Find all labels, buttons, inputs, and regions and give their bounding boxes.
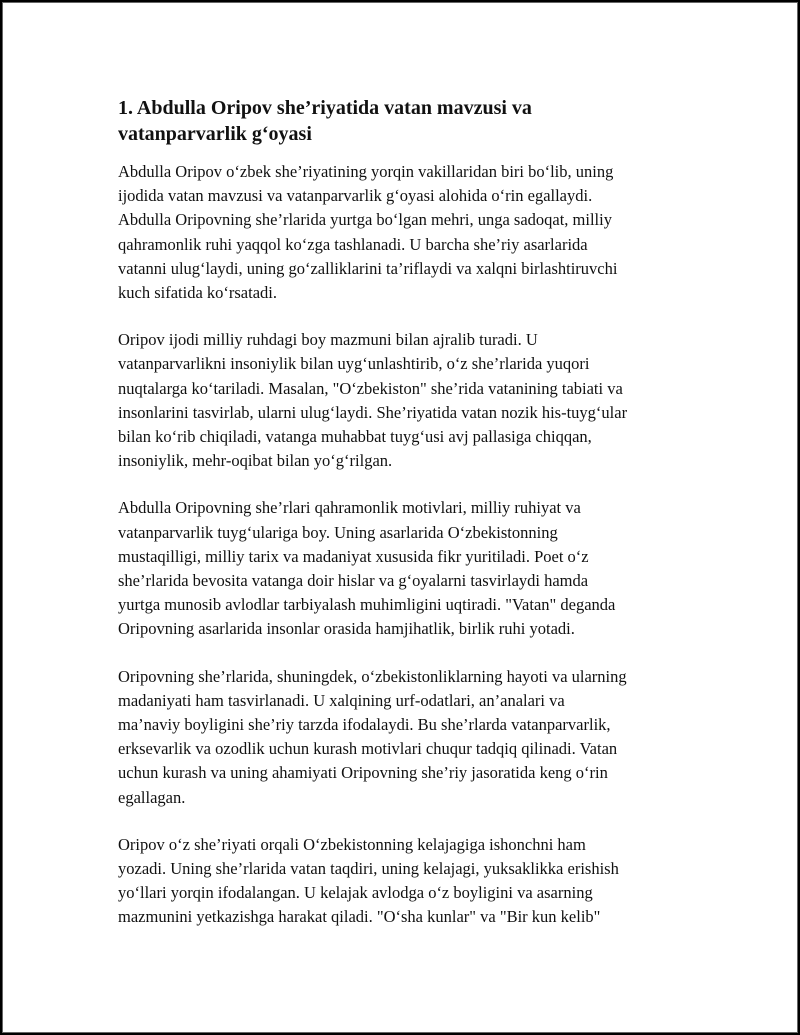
text-line: nuqtalarga ko‘tariladi. Masalan, "O‘zbekiston" she’rida vatanining tabiati va	[118, 378, 623, 398]
text-line: vatanparvarlik tuyg‘ulariga boy. Uning asarlarida O‘zbekistonning	[118, 522, 558, 542]
paragraph-4	[118, 665, 688, 810]
text-line: Abdulla Oripovning she’rlari qahramonlik motivlari, milliy ruhiyat va	[118, 498, 581, 518]
text-line: mustaqilligi, milliy tarix va madaniyat xususida fikr yuritiladi. Poet o‘z	[118, 546, 589, 566]
text-line: egallagan.	[118, 787, 186, 807]
text-line: yurtga munosib avlodlar tarbiyalash muhimligini uqtiradi. "Vatan" deganda	[118, 595, 616, 615]
paragraph-2	[118, 328, 688, 473]
text-line: vatanni ulug‘laydi, uning go‘zalliklarini ta’riflaydi va xalqni birlashtiruvchi	[118, 258, 618, 278]
text-line: insoniylik, mehr-oqibat bilan yo‘g‘rilgan.	[118, 451, 393, 471]
text-line: madaniyati ham tasvirlanadi. U xalqining urf-odatlari, an’analari va	[118, 690, 565, 710]
text-line: ma’naviy boyligini she’riy tarzda ifodalaydi. Bu she’rlarda vatanparvarlik,	[118, 715, 611, 735]
text-line: erksevarlik va ozodlik uchun kurash motivlari chuqur tadqiq qilinadi. Vatan	[118, 739, 618, 759]
text-line: yozadi. Uning she’rlarida vatan taqdiri, uning kelajagi, yuksaklikka erishish	[118, 859, 619, 879]
paragraph-1	[118, 160, 688, 305]
section-heading	[118, 95, 688, 147]
text-line: she’rlarida bevosita vatanga doir hislar va g‘oyalarni tasvirlaydi hamda	[118, 571, 589, 591]
text-line: uchun kurash va uning ahamiyati Oripovning she’riy jasoratida keng o‘rin	[118, 763, 608, 783]
document-body	[118, 95, 688, 953]
paragraph-3	[118, 496, 688, 641]
text-line: bilan ko‘rib chiqiladi, vatanga muhabbat tuyg‘usi avj pallasiga chiqqan,	[118, 427, 592, 447]
text-line: Oripovning asarlarida insonlar orasida hamjihatlik, birlik ruhi yotadi.	[118, 619, 575, 639]
text-line: ijodida vatan mavzusi va vatanparvarlik g‘oyasi alohida o‘rin egallaydi.	[118, 186, 593, 206]
text-line: Oripov ijodi milliy ruhdagi boy mazmuni bilan ajralib turadi. U	[118, 330, 538, 350]
text-line: kuch sifatida ko‘rsatadi.	[118, 283, 277, 303]
text-line: insonlarini tasvirlab, ularni ulug‘laydi. She’riyatida vatan nozik his-tuyg‘ular	[118, 402, 628, 422]
paragraph-5	[118, 833, 688, 930]
text-line: Abdulla Oripovning she’rlarida yurtga bo‘lgan mehri, unga sadoqat, milliy	[118, 210, 612, 230]
text-line: mazmunini yetkazishga harakat qiladi. "O‘sha kunlar" va "Bir kun kelib"	[118, 907, 601, 927]
heading-line: vatanparvarlik g‘oyasi	[118, 123, 312, 145]
text-line: Oripovning she’rlarida, shuningdek, o‘zbekistonliklarning hayoti va ularning	[118, 666, 627, 686]
text-line: yo‘llari yorqin ifodalangan. U kelajak avlodga o‘z boyligini va asarning	[118, 883, 593, 903]
text-line: Abdulla Oripov o‘zbek she’riyatining yorqin vakillaridan biri bo‘lib, uning	[118, 162, 614, 181]
text-line: Oripov o‘z she’riyati orqali O‘zbekistonning kelajagiga ishonchni ham	[118, 834, 586, 854]
heading-line: 1. Abdulla Oripov she’riyatida vatan mavzusi va	[118, 97, 532, 119]
text-line: qahramonlik ruhi yaqqol ko‘zga tashlanadi. U barcha she’riy asarlarida	[118, 234, 588, 254]
text-line: vatanparvarlikni insoniylik bilan uyg‘unlashtirib, o‘z she’rlarida yuqori	[118, 354, 590, 374]
